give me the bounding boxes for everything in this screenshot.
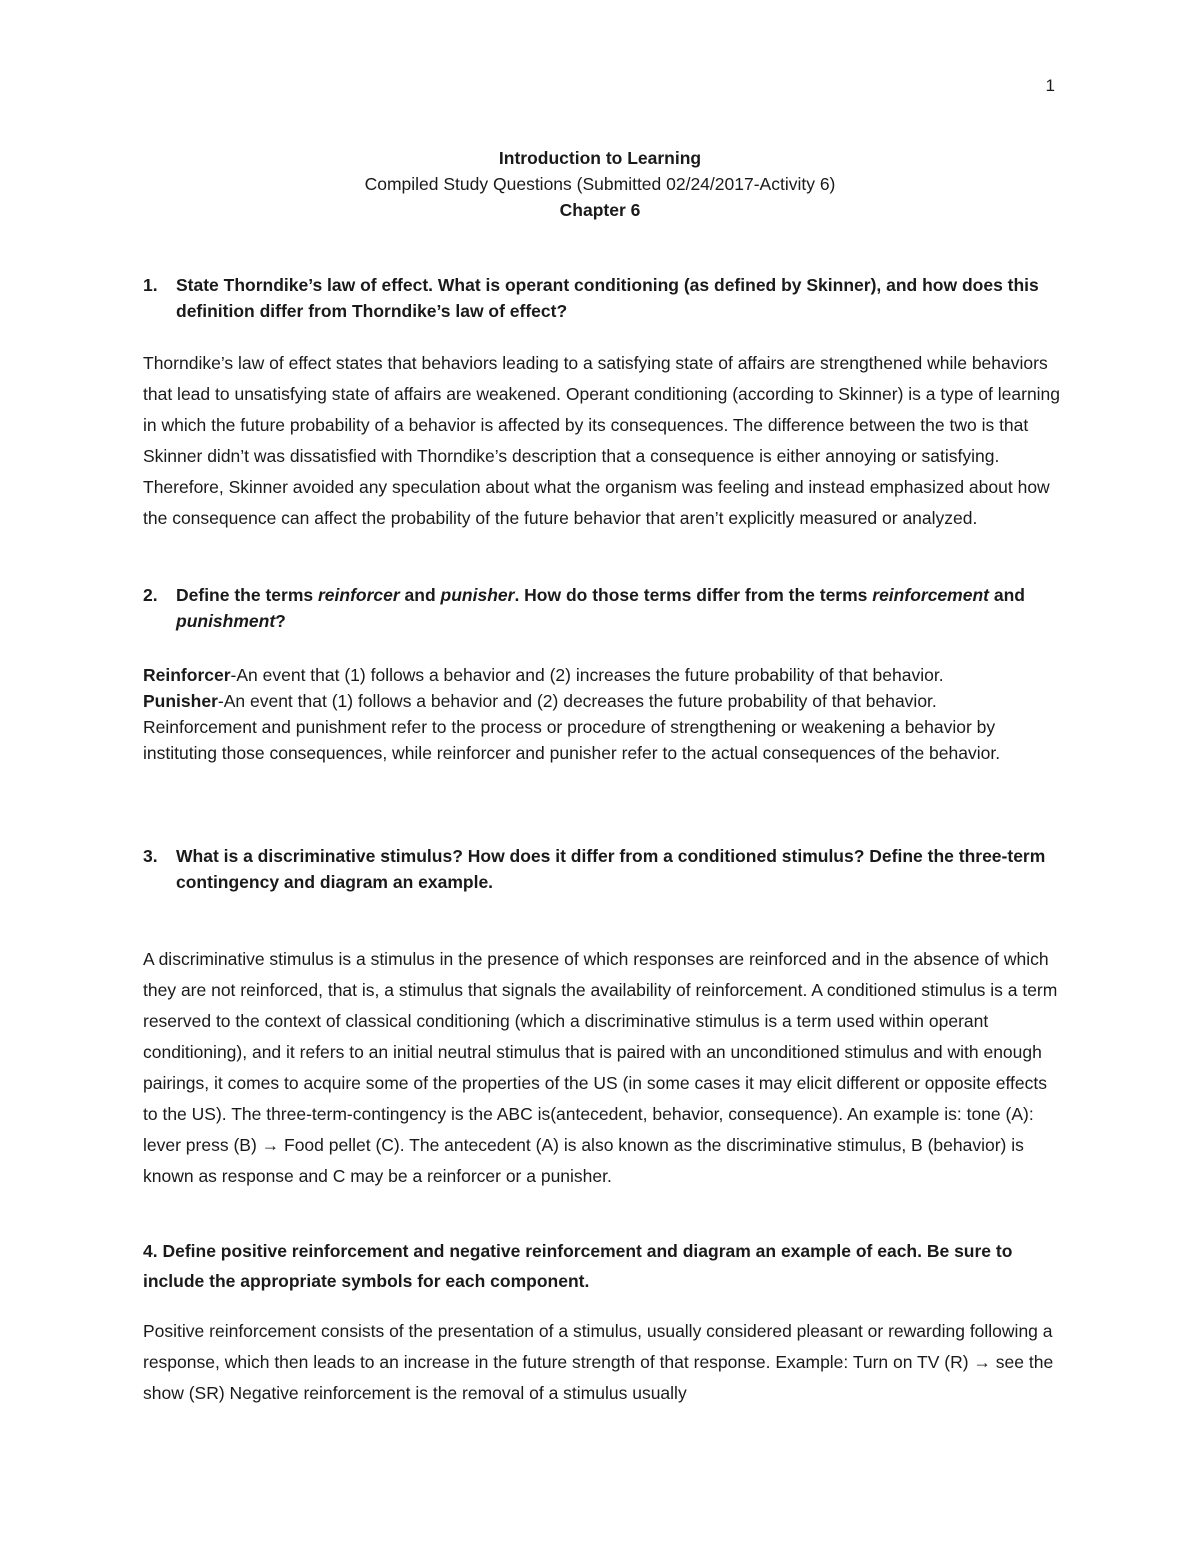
question-1 <box>143 272 1063 324</box>
arrow-right-icon: → <box>973 1352 991 1372</box>
answer-3: A discriminative stimulus is a stimulus in the presence of which responses are reinforced and in the absence of which they are not reinforced, that is, a stimulus that signals the availability of reinforcement. A conditioned stimulus is a term reserved to the context of classical conditioning (which a discriminative stimulus is a term used within operant conditioning), and it refers to an initial neutral stimulus that is paired with an unconditioned stimulus and with enough pairings, it comes to acquire some of the properties of the US (in some cases it may elicit different or opposite effects to the US). The three-term-contingency is the ABC is(antecedent, behavior, consequence). An example is: tone (A): lever press (B) → Food pellet (C). The antecedent (A) is also known as the discriminative stimulus, B (behavior) is known as response and C may be a reinforcer or a punisher. <box>143 949 1058 1186</box>
document-title: Introduction to Learning <box>498 148 702 168</box>
answer-2 <box>143 662 1063 766</box>
question-number: 1. <box>143 275 158 295</box>
question-4 <box>143 1236 1063 1296</box>
punisher-definition: Punisher-An event that (1) follows a behavior and (2) decreases the future probability of that behavior. <box>143 691 937 711</box>
question-text: What is a discriminative stimulus? How does it differ from a conditioned stimulus? Define the three-term contingency and diagram an example. <box>176 846 1046 892</box>
arrow-right-icon: → <box>261 1135 280 1155</box>
answer-text: Thorndike’s law of effect states that behaviors leading to a satisfying state of affairs are strengthened while behaviors that lead to unsatisfying state of affairs are weakened. Operant conditioning (according to Skinner) is a type of learning in which the future probability of a behavior is affected by its consequences. The difference between the two is that Skinner didn’t was dissatisfied with Thorndike’s description that a consequence is either annoying or satisfying. Therefore, Skinner avoided any speculation about what the organism was feeling and instead emphasized about how the consequence can affect the probability of the future behavior that aren’t explicitly measured or analyzed. <box>143 353 1061 528</box>
answer-text: Reinforcement and punishment refer to the process or procedure of strengthening or weakening a behavior by instituting those consequences, while reinforcer and punisher refer to the actual consequences of the behavior. <box>143 717 1001 763</box>
question-text: State Thorndike’s law of effect. What is operant conditioning (as defined by Skinner), and how does this definition differ from Thorndike’s law of effect? <box>176 275 1039 321</box>
question-text: 4. Define positive reinforcement and negative reinforcement and diagram an example of each. Be sure to include the appropriate symbols for each component. <box>143 1241 1013 1291</box>
reinforcer-definition: Reinforcer-An event that (1) follows a behavior and (2) increases the future probability of that behavior. <box>143 665 944 685</box>
question-number: 2. <box>143 585 158 605</box>
page-number: 1 <box>1045 76 1055 95</box>
question-number: 3. <box>143 846 158 866</box>
chapter-heading: Chapter 6 <box>559 200 641 220</box>
document-subtitle: Compiled Study Questions (Submitted 02/24/2017-Activity 6) <box>364 174 836 194</box>
answer-1 <box>143 348 1063 534</box>
document-header <box>0 145 1200 223</box>
question-3 <box>143 843 1063 895</box>
answer-4: Positive reinforcement consists of the presentation of a stimulus, usually considered pleasant or rewarding following a response, which then leads to an increase in the future strength of that response. Example: Turn on TV (R) → see the show (SR) Negative reinforcement is the removal of a stimulus usually <box>143 1321 1054 1403</box>
question-2: 2. Define the terms reinforcer and punisher. How do those terms differ from the terms reinforcement and punishment? <box>143 582 1063 634</box>
answer-text: Positive reinforcement consists of the presentation of a stimulus, usually considered pleasant or rewarding following a response, which then leads to an increase in the future strength of that response. Example: Turn on TV (R) <box>143 1321 1053 1372</box>
answer-text: A discriminative stimulus is a stimulus in the presence of which responses are reinforced and in the absence of which they are not reinforced, that is, a stimulus that signals the availability of reinforcement. A conditioned stimulus is a term reserved to the context of classical conditioning (which a discriminative stimulus is a term used within operant conditioning), and it refers to an initial neutral stimulus that is paired with an unconditioned stimulus and with enough pairings, it comes to acquire some of the properties of the US (in some cases it may elicit different or opposite effects to the US). The three-term-contingency is the ABC is(antecedent, behavior, consequence). An example is: tone (A): lever press (B) <box>143 949 1058 1155</box>
